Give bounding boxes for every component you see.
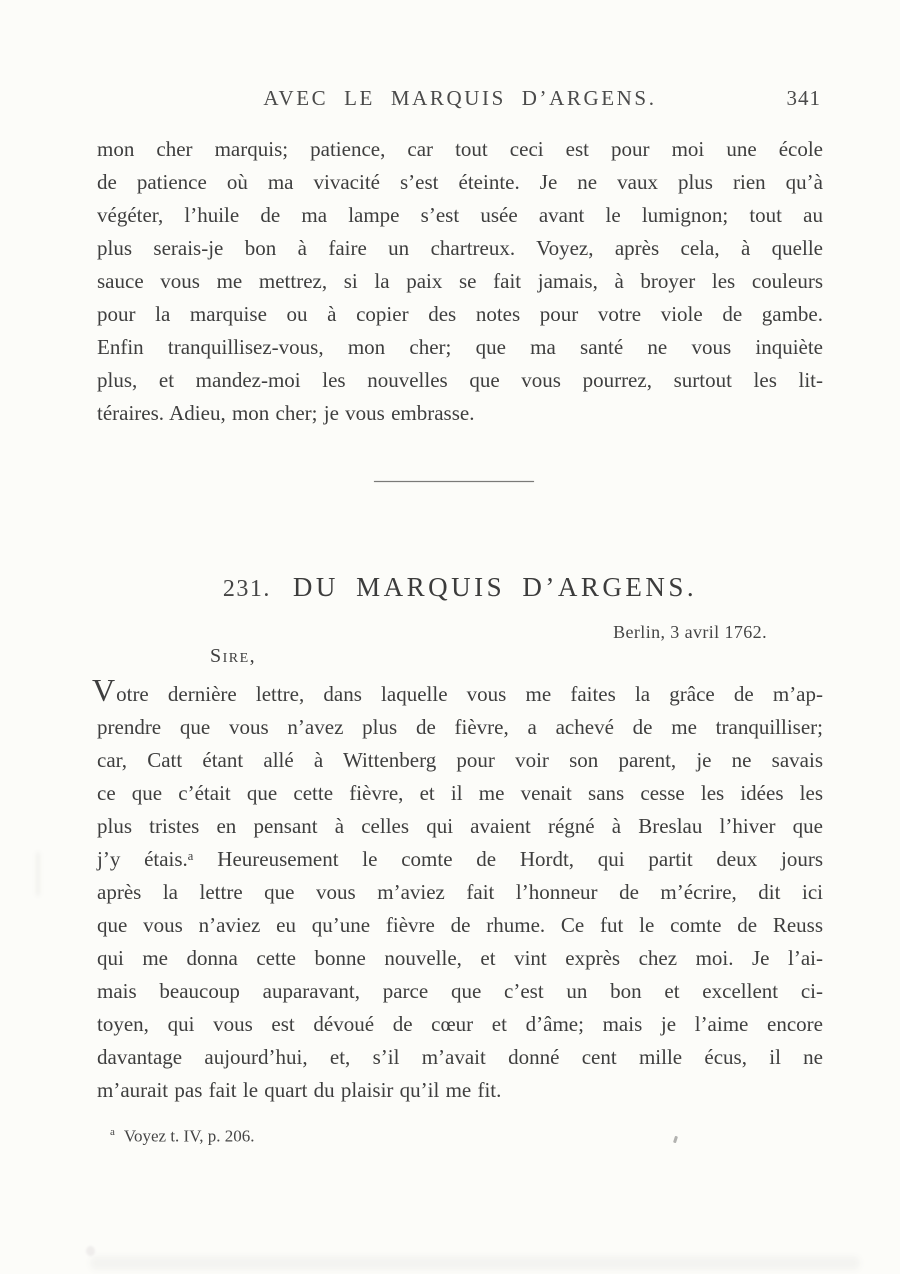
- text-line: Votre dernière lettre, dans laquelle vous me faites la grâce de m’ap-: [92, 672, 823, 708]
- text-line: de patience où ma vivacité s’est éteinte. Je ne vaux plus rien qu’à: [97, 170, 823, 194]
- letter-body-paragraph: [92, 672, 823, 1107]
- text-line: j’y étais.ᵃ Heureusement le comte de Hordt, qui partit deux jours: [97, 847, 823, 871]
- text-line: qui me donna cette bonne nouvelle, et vint exprès chez moi. Je l’ai-: [97, 946, 823, 970]
- scan-bottom-shade: [90, 1256, 860, 1270]
- section-title: DU MARQUIS D’ARGENS.: [292, 572, 698, 602]
- letter-closing-paragraph: [97, 133, 823, 430]
- section-number: 231.: [222, 576, 271, 602]
- text-line: davantage aujourd’hui, et, s’il m’avait donné cent mille écus, il ne: [97, 1045, 823, 1069]
- page-number: 341: [786, 86, 821, 110]
- text-line: car, Catt étant allé à Wittenberg pour voir son parent, je ne savais: [97, 748, 823, 772]
- scan-speckle: [86, 1246, 95, 1256]
- footnote-text: Voyez t. IV, p. 206.: [123, 1126, 255, 1146]
- salutation: Sire,: [210, 645, 257, 667]
- footnote: [110, 1126, 255, 1147]
- text-line: m’aurait pas fait le quart du plaisir qu’il me fit.: [97, 1078, 502, 1102]
- section-heading: [97, 572, 823, 603]
- text-line: sauce vous me mettrez, si la paix se fait jamais, à broyer les couleurs: [97, 269, 823, 293]
- section-divider: [374, 481, 534, 482]
- footnote-marker: a: [110, 1126, 115, 1138]
- text-line: mon cher marquis; patience, car tout ceci est pour moi une école: [97, 137, 823, 161]
- text-line: plus serais-je bon à faire un chartreux. Voyez, après cela, à quelle: [97, 236, 823, 260]
- text-line: toyen, qui vous est dévoué de cœur et d’âme; mais je l’aime encore: [97, 1012, 823, 1036]
- text-line: prendre que vous n’avez plus de fièvre, a achevé de me tranquilliser;: [97, 715, 823, 739]
- text-line: après la lettre que vous m’aviez fait l’honneur de m’écrire, dit ici: [97, 880, 823, 904]
- text-line: ce que c’était que cette fièvre, et il me venait sans cesse les idées les: [97, 781, 823, 805]
- scan-smudge: [36, 852, 40, 896]
- running-head-title: AVEC LE MARQUIS D’ARGENS.: [263, 86, 657, 110]
- text-line: téraires. Adieu, mon cher; je vous embrasse.: [97, 401, 475, 425]
- text-line: végéter, l’huile de ma lampe s’est usée avant le lumignon; tout au: [97, 203, 823, 227]
- dateline: Berlin, 3 avril 1762.: [613, 622, 767, 642]
- text-line: que vous n’aviez eu qu’une fièvre de rhume. Ce fut le comte de Reuss: [97, 913, 823, 937]
- text-line: Enfin tranquillisez-vous, mon cher; que ma santé ne vous inquiète: [97, 335, 823, 359]
- text-line: plus, et mandez-moi les nouvelles que vous pourrez, surtout les lit-: [97, 368, 823, 392]
- running-head: [97, 86, 823, 116]
- text-line: mais beaucoup auparavant, parce que c’est un bon et excellent ci-: [97, 979, 823, 1003]
- scan-stray-mark: [673, 1136, 678, 1144]
- text-line: pour la marquise ou à copier des notes pour votre viole de gambe.: [97, 302, 823, 326]
- text-line: plus tristes en pensant à celles qui avaient régné à Breslau l’hiver que: [97, 814, 823, 838]
